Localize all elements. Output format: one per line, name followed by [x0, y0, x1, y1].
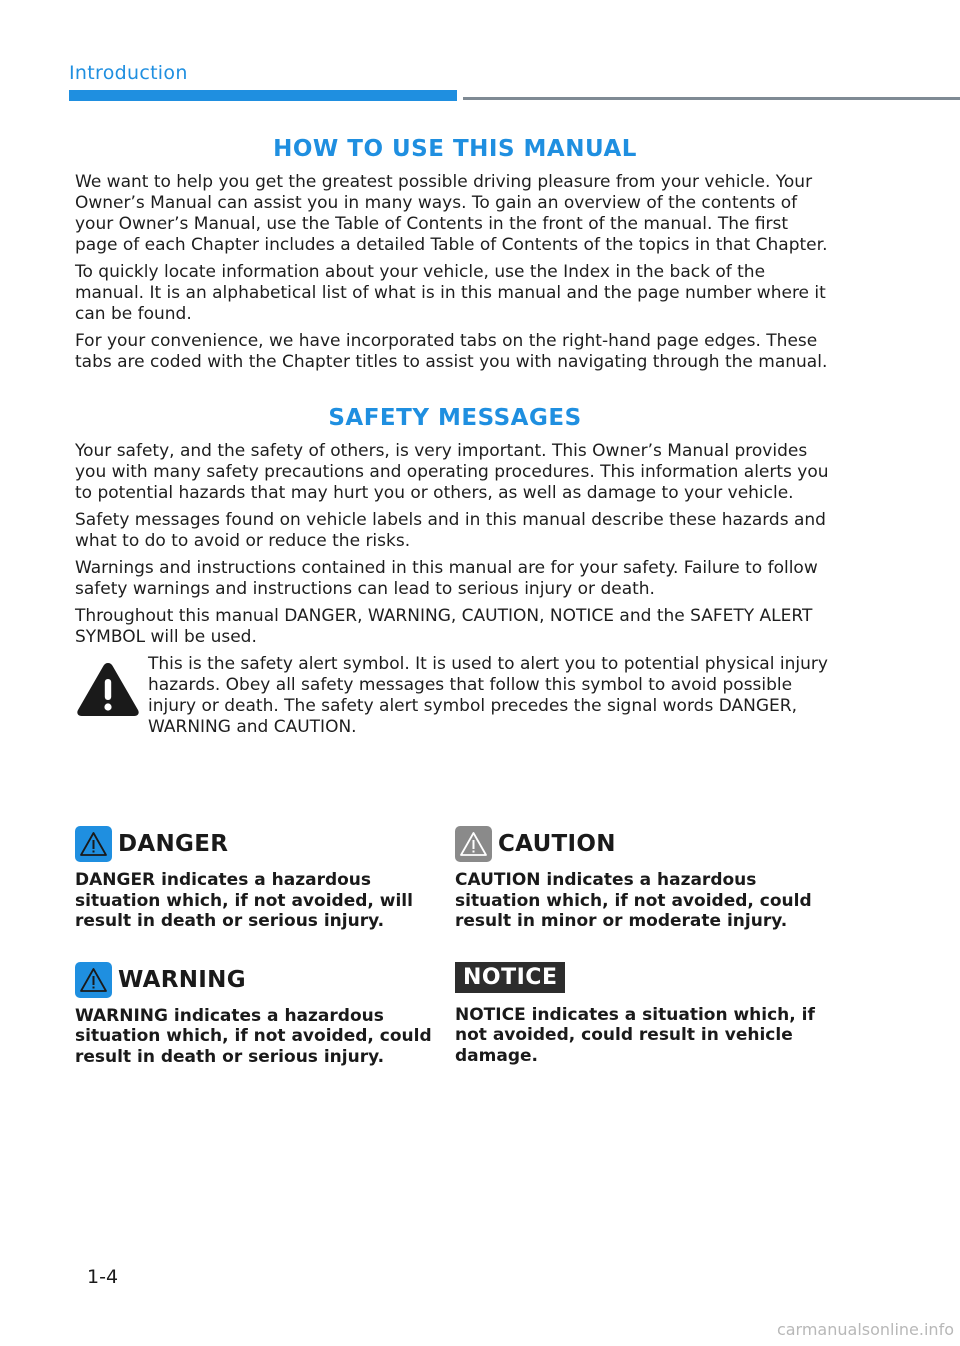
how-to-use-paragraph: For your convenience, we have incorporated tabs on the right-hand page edges. These tabs are coded with the Chapter titles to assist you with navigating through the manual. — [75, 331, 828, 372]
signal-words — [75, 826, 835, 1097]
watermark: carmanualsonline.info — [776, 1320, 954, 1339]
page-content — [75, 136, 835, 744]
danger-word: DANGER — [118, 831, 229, 857]
caution-block — [455, 826, 835, 932]
safety-alert-triangle-icon — [75, 654, 148, 722]
caution-description: CAUTION indicates a hazardous situation which, if not avoided, could result in minor or moderate injury. — [455, 870, 812, 931]
safety-paragraph: Your safety, and the safety of others, is very important. This Owner’s Manual provides you with many safety precautions and operating procedures. This information alerts you to potential hazards that may hurt you or others, as well as damage to your vehicle. — [75, 441, 829, 503]
caution-word: CAUTION — [498, 831, 616, 857]
danger-header — [75, 826, 455, 862]
safety-alert-row — [75, 654, 835, 744]
warning-triangle-icon — [75, 962, 112, 998]
caution-header — [455, 826, 835, 862]
safety-paragraph: Throughout this manual DANGER, WARNING, CAUTION, NOTICE and the SAFETY ALERT SYMBOL will be used. — [75, 606, 813, 647]
danger-block — [75, 826, 455, 932]
notice-badge: NOTICE — [455, 962, 565, 993]
warning-triangle-icon — [455, 826, 492, 862]
safety-paragraph: Warnings and instructions contained in this manual are for your safety. Failure to follow safety warnings and instructions can lead to serious injury or death. — [75, 558, 818, 599]
how-to-use-paragraph: We want to help you get the greatest possible driving pleasure from your vehicle. Your Owner’s Manual can assist you in many ways. To gain an overview of the contents of your Owner’s Manual, use the Table of Contents in the front of the manual. The first page of each Chapter includes a detailed Table of Contents of the topics in that Chapter. — [75, 172, 828, 255]
safety-alert-description: This is the safety alert symbol. It is used to alert you to potential physical injury hazards. Obey all safety messages that follow this symbol to avoid possible injury or death. The safety alert symbol precedes the signal words DANGER, WARNING and CAUTION. — [148, 654, 828, 737]
warning-block — [75, 962, 455, 1068]
safety-messages-title: SAFETY MESSAGES — [328, 405, 582, 431]
how-to-use-paragraph: To quickly locate information about your vehicle, use the Index in the back of the manual. It is an alphabetical list of what is in this manual and the page number where it can be found. — [75, 262, 826, 324]
warning-word: WARNING — [118, 966, 246, 993]
danger-description: DANGER indicates a hazardous situation which, if not avoided, will result in death or serious injury. — [75, 870, 413, 931]
warning-triangle-icon — [75, 826, 112, 862]
warning-description: WARNING indicates a hazardous situation which, if not avoided, could result in death or serious injury. — [75, 1005, 432, 1067]
signal-column-right — [455, 826, 835, 1097]
header-rule-gray — [463, 97, 960, 100]
how-to-use-title: HOW TO USE THIS MANUAL — [273, 136, 637, 162]
page-number: 1-4 — [87, 1266, 119, 1288]
warning-header — [75, 962, 455, 998]
section-header: Introduction — [69, 62, 188, 84]
signal-column-left — [75, 826, 455, 1097]
header-rule-accent — [69, 90, 457, 101]
notice-block — [455, 962, 835, 1067]
notice-description: NOTICE indicates a situation which, if not avoided, could result in vehicle damage. — [455, 1004, 815, 1066]
safety-paragraph: Safety messages found on vehicle labels and in this manual describe these hazards and what to do to avoid or reduce the risks. — [75, 510, 826, 551]
